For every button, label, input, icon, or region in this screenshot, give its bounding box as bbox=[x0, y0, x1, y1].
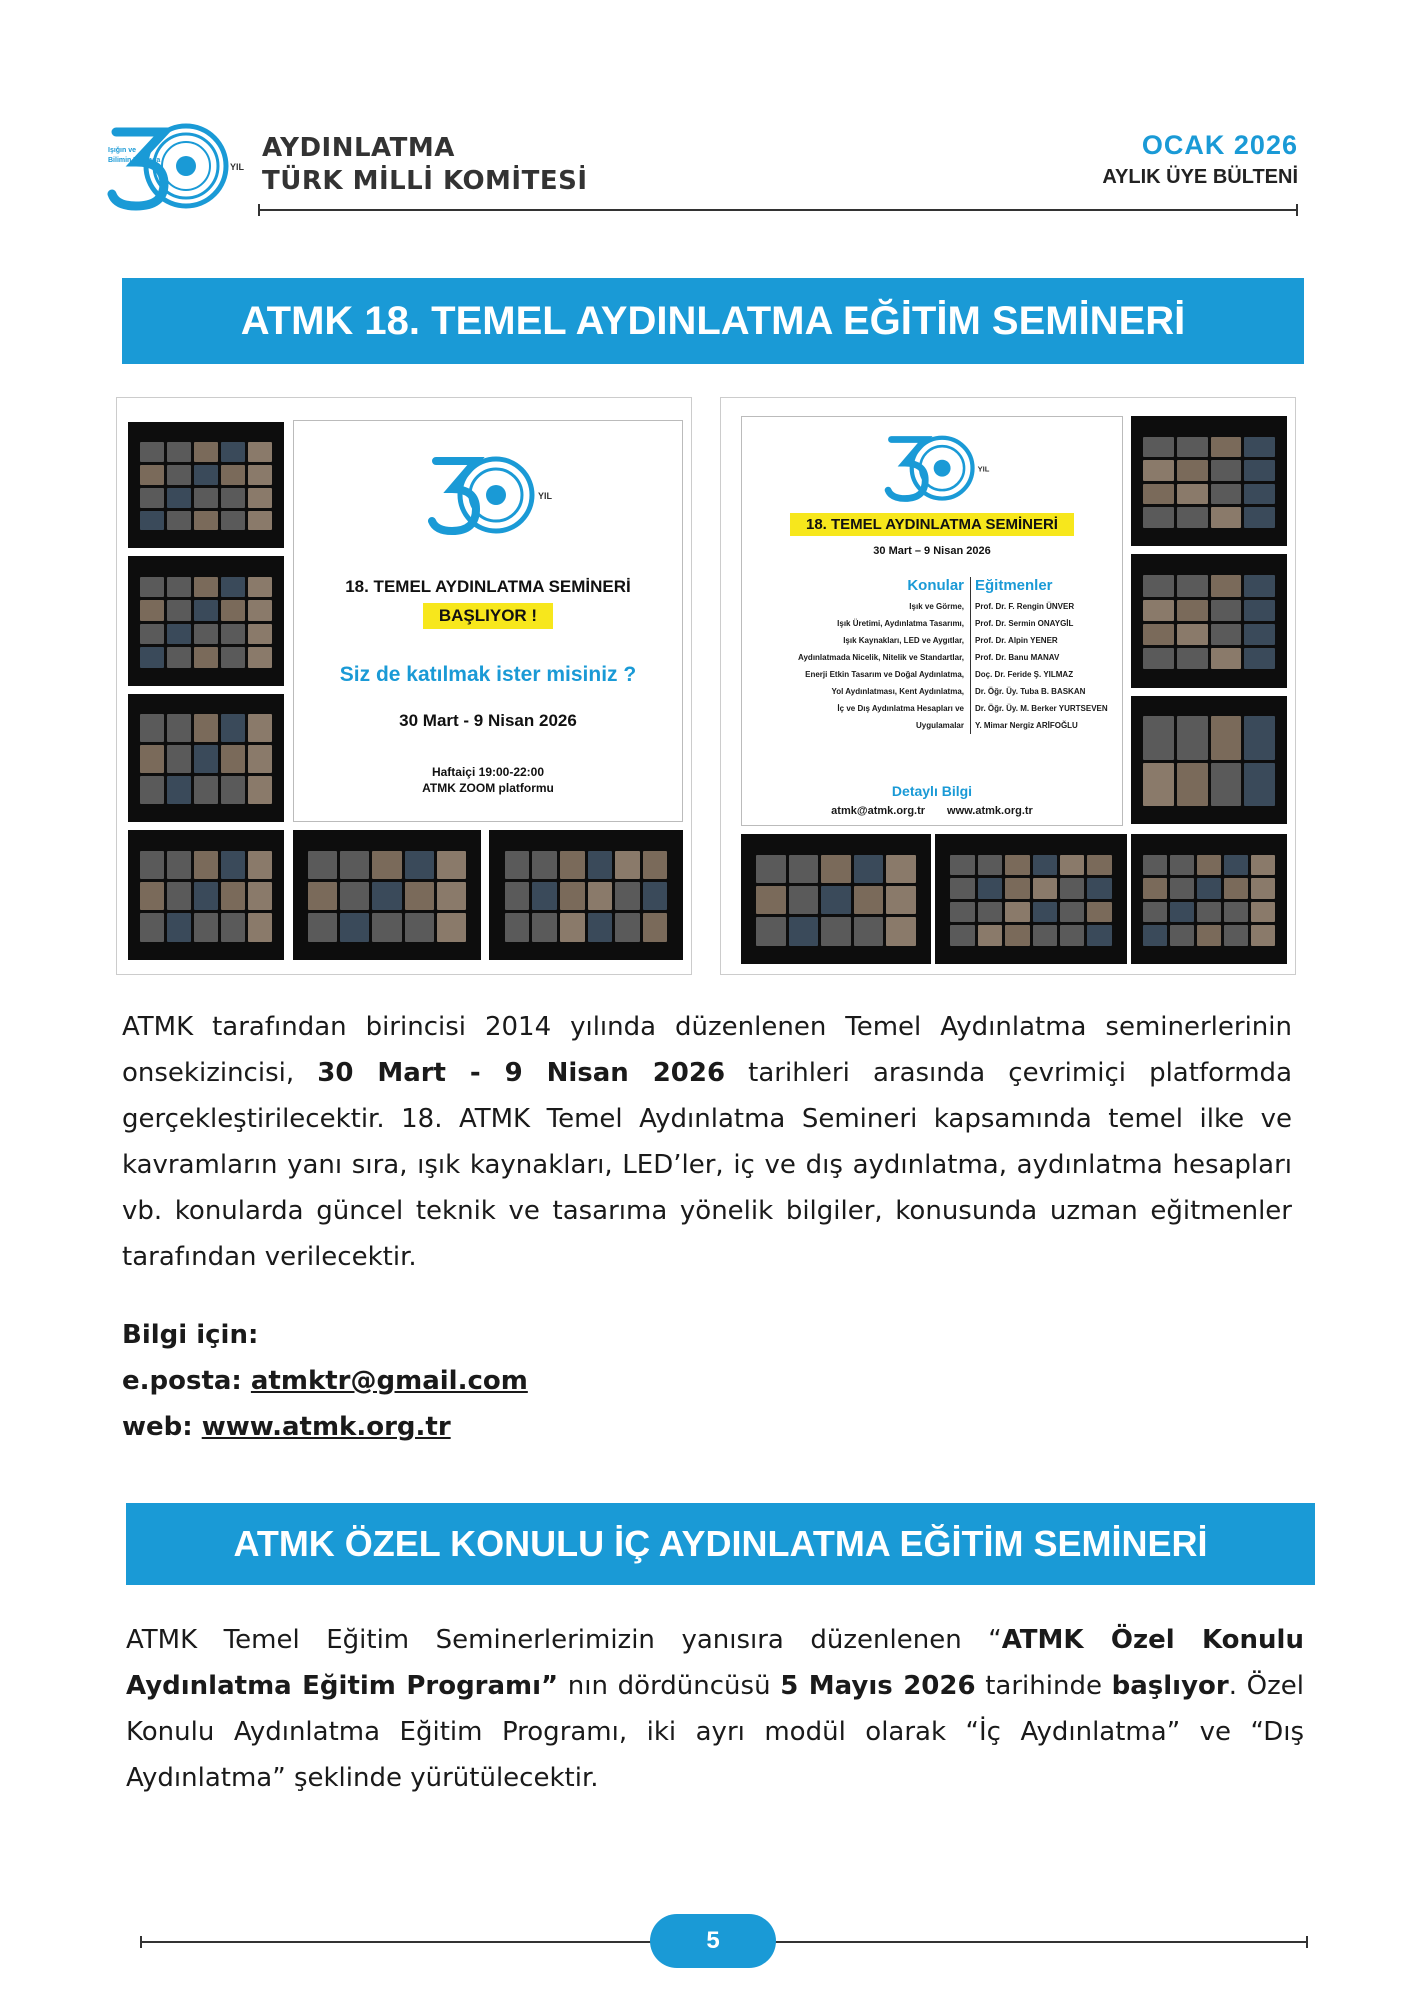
poster-trainers bbox=[970, 577, 1120, 734]
email-label: e.posta: bbox=[122, 1366, 251, 1396]
poster-platform: ATMK ZOOM platformu bbox=[422, 781, 554, 795]
page-number: 5 bbox=[650, 1914, 776, 1968]
topic-item: Uygulamalar bbox=[915, 721, 964, 730]
topics-heading: Konular bbox=[907, 577, 964, 594]
trainer-item: Prof. Dr. F. Rengin ÜNVER bbox=[975, 602, 1075, 611]
trainer-item: Prof. Dr. Banu MANAV bbox=[975, 653, 1060, 662]
email-link[interactable]: atmktr@gmail.com bbox=[250, 1366, 528, 1396]
topic-item: Enerji Etkin Tasarım ve Doğal Aydınlatma, bbox=[805, 670, 964, 679]
trainer-item: Dr. Öğr. Üy. Tuba B. BASKAN bbox=[975, 687, 1086, 696]
svg-text:YIL: YIL bbox=[230, 162, 245, 172]
zoom-screenshot bbox=[1131, 834, 1287, 964]
atmk-30-year-logo bbox=[414, 451, 554, 541]
zoom-screenshot bbox=[293, 830, 481, 960]
para2-starts: başlıyor bbox=[1111, 1671, 1229, 1701]
svg-text:YIL: YIL bbox=[977, 464, 990, 474]
para1-text-b: tarihleri arasında çevrimiçi platformda gerçekleştirilecektir. 18. ATMK Temel Aydınlatma Semineri kapsamında temel ilke ve kavramların yanı sıra, ışık kaynakları, LED’ler, iç ve dış aydınlatma, aydınlatma hesapları vb. konularda güncel teknik ve tasarıma yönelik bilgiler, konusunda uzman eğitmenler tarafından verilecektir. bbox=[122, 1058, 1292, 1272]
poster-info-email: atmk@atmk.org.tr bbox=[831, 805, 926, 817]
poster-title-wrap bbox=[742, 513, 1122, 536]
zoom-screenshot bbox=[935, 834, 1127, 964]
web-label: web: bbox=[122, 1412, 202, 1442]
trainer-item: Prof. Dr. Sermin ONAYGİL bbox=[975, 619, 1074, 628]
topic-item: Işık ve Görme, bbox=[909, 602, 964, 611]
web-link[interactable]: www.atmk.org.tr bbox=[201, 1412, 451, 1442]
bulletin-type: AYLIK ÜYE BÜLTENİ bbox=[1102, 166, 1298, 188]
poster-invite: Siz de katılmak ister misiniz ? bbox=[339, 663, 637, 686]
header-divider bbox=[258, 209, 1298, 211]
poster-info-heading: Detaylı Bilgi bbox=[891, 783, 973, 799]
trainers-heading: Eğitmenler bbox=[975, 577, 1053, 594]
para2-text-d: . Özel Konulu Aydınlatma Eğitim Programı, iki ayrı modül olarak “İç Aydınlatma” ve “Dış Aydınlatma” şeklinde yürütülecektir. bbox=[126, 1671, 1304, 1793]
poster-highlight: BAŞLIYOR ! bbox=[423, 603, 553, 629]
zoom-screenshot bbox=[128, 422, 284, 548]
para2-text-a: ATMK Temel Eğitim Seminerlerimizin yanısıra düzenlenen “ bbox=[126, 1625, 1002, 1655]
topic-item: Aydınlatmada Nicelik, Nitelik ve Standartlar, bbox=[798, 653, 964, 662]
zoom-screenshot bbox=[1131, 554, 1287, 688]
poster-info-web: www.atmk.org.tr bbox=[947, 805, 1033, 817]
para2-date: 5 Mayıs 2026 bbox=[780, 1671, 976, 1701]
section2-paragraph bbox=[126, 1617, 1304, 1801]
organization-name bbox=[262, 132, 588, 198]
zoom-screenshot bbox=[1131, 696, 1287, 824]
page-header bbox=[0, 0, 1414, 220]
zoom-screenshot bbox=[741, 834, 931, 964]
poster-dates: 30 Mart - 9 Nisan 2026 bbox=[399, 711, 577, 730]
para2-text-c: tarihinde bbox=[975, 1671, 1112, 1701]
trainer-item: Y. Mimar Nergiz ARİFOĞLU bbox=[975, 721, 1078, 730]
zoom-screenshot bbox=[128, 556, 284, 686]
topic-item: İç ve Dış Aydınlatma Hesapları ve bbox=[837, 704, 964, 713]
para1-text-a: ATMK tarafından birincisi 2014 yılında düzenlenen Temel Aydınlatma seminerlerinin onsekizincisi, bbox=[122, 1012, 1292, 1088]
seminer-collage-right bbox=[720, 397, 1296, 975]
contact-info bbox=[122, 1312, 528, 1450]
topic-item: Işık Kaynakları, LED ve Aygıtlar, bbox=[843, 636, 964, 645]
poster-schedule: Haftaiçi 19:00-22:00 bbox=[431, 765, 545, 779]
org-name-line1: AYDINLATMA bbox=[262, 133, 455, 163]
contact-web-row bbox=[122, 1404, 528, 1450]
zoom-screenshot bbox=[128, 830, 284, 960]
poster-dates: 30 Mart – 9 Nisan 2026 bbox=[873, 545, 991, 557]
section1-title: ATMK 18. TEMEL AYDINLATMA EĞİTİM SEMİNERİ bbox=[122, 278, 1304, 364]
svg-text:Işığın ve: Işığın ve bbox=[108, 147, 137, 154]
poster-highlight-wrap bbox=[294, 603, 682, 629]
atmk-30-year-logo bbox=[106, 118, 246, 214]
zoom-screenshot bbox=[1131, 416, 1287, 546]
para1-dates: 30 Mart - 9 Nisan 2026 bbox=[317, 1058, 726, 1088]
svg-text:YIL: YIL bbox=[538, 491, 553, 501]
seminer-poster-program bbox=[741, 416, 1123, 826]
poster-topics bbox=[752, 577, 964, 734]
poster-title: 18. TEMEL AYDINLATMA SEMİNERİ bbox=[790, 513, 1074, 536]
org-name-line2: TÜRK MİLLİ KOMİTESİ bbox=[262, 166, 588, 196]
para2-text-b: nın dördüncüsü bbox=[558, 1671, 781, 1701]
para2-program: ATMK Özel Konulu Aydınlatma Eğitim Programı” bbox=[126, 1625, 1304, 1701]
atmk-30-year-logo bbox=[872, 431, 992, 507]
trainer-item: Prof. Dr. Alpin YENER bbox=[975, 636, 1058, 645]
section2-title: ATMK ÖZEL KONULU İÇ AYDINLATMA EĞİTİM SEMİNERİ bbox=[126, 1503, 1315, 1585]
trainer-item: Dr. Öğr. Üy. M. Berker YURTSEVEN bbox=[975, 704, 1108, 713]
poster-info bbox=[742, 805, 1122, 817]
topic-item: Yol Aydınlatması, Kent Aydınlatma, bbox=[831, 687, 964, 696]
seminer-poster-announcement bbox=[293, 420, 683, 822]
svg-text:Bilimin Yolunda: Bilimin Yolunda bbox=[108, 157, 161, 164]
zoom-screenshot bbox=[489, 830, 683, 960]
bulletin-date: OCAK 2026 bbox=[1141, 130, 1298, 160]
poster-title: 18. TEMEL AYDINLATMA SEMİNERİ bbox=[345, 577, 631, 596]
seminer-collage-left bbox=[116, 397, 692, 975]
contact-email-row bbox=[122, 1358, 528, 1404]
topic-item: Işık Üretimi, Aydınlatma Tasarımı, bbox=[837, 619, 964, 628]
zoom-screenshot bbox=[128, 694, 284, 822]
trainer-item: Doç. Dr. Feride Ş. YILMAZ bbox=[975, 670, 1074, 679]
section1-paragraph bbox=[122, 1004, 1292, 1280]
contact-heading: Bilgi için: bbox=[122, 1320, 259, 1350]
